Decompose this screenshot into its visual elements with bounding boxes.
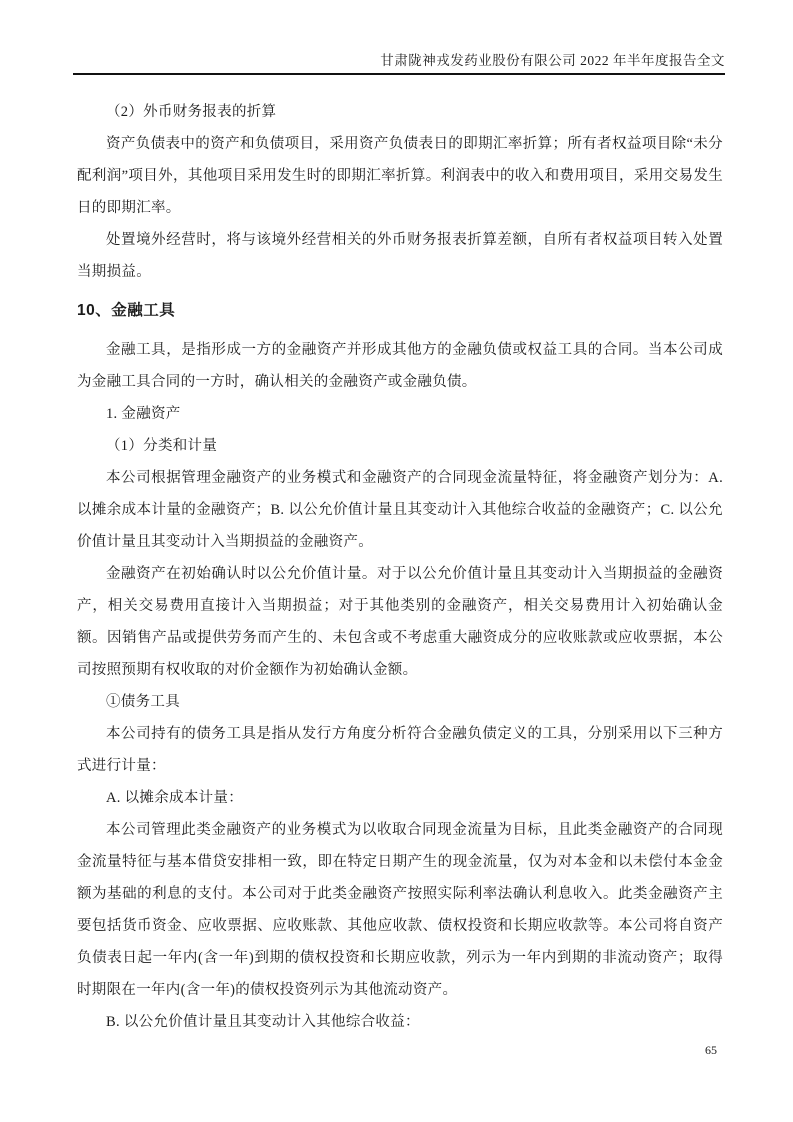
paragraph-financial-assets-subhead: 1. 金融资产 <box>106 406 181 422</box>
paragraph-amortized-cost-detail: 本公司管理此类金融资产的业务模式为以收取合同现金流量为目标，且此类金融资产的合同现金流量特征与基本借贷安排相一致，即在特定日期产生的现金流量，仅为对本金和以未偿付本金金额为基础的利息的支付。本公司对于此类金融资产按照实际利率法确认利息收入。此类金融资产主要包括货币资金、应收票据、应收账款、其他应收款、债权投资和长期应收款等。本公司将自资产负债表日起一年内(含一年)到期的债权投资和长期应收款，列示为一年内到期的非流动资产；取得时期限在一年内(含一年)的债权投资列示为其他流动资产。 <box>77 822 723 998</box>
paragraph-foreign-currency-translation-subhead: （2）外币财务报表的折算 <box>106 104 277 120</box>
paragraph-debt-instruments-subhead: ①债务工具 <box>106 694 180 710</box>
paragraph-asset-classification: 本公司根据管理金融资产的业务模式和金融资产的合同现金流量特征，将金融资产划分为：A. 以摊余成本计量的金融资产；B. 以公允价值计量且其变动计入其他综合收益的金融资产；C. 以公允价值计量且其变动计入当期损益的金融资产。 <box>77 470 723 550</box>
header-title: 甘肃陇神戎发药业股份有限公司 2022 年半年度报告全文 <box>380 53 725 68</box>
paragraph-initial-recognition: 金融资产在初始确认时以公允价值计量。对于以公允价值计量且其变动计入当期损益的金融资产，相关交易费用直接计入当期损益；对于其他类别的金融资产，相关交易费用计入初始确认金额。因销售产品或提供劳务而产生的、未包含或不考虑重大融资成分的应收账款或应收票据，本公司按照预期有权收取的对价金额作为初始确认金额。 <box>77 566 723 678</box>
section-heading-financial-instruments: 10、金融工具 <box>77 302 176 319</box>
page-number-value: 65 <box>705 1043 717 1057</box>
paragraph-balance-sheet-translation: 资产负债表中的资产和负债项目，采用资产负债表日的即期汇率折算；所有者权益项目除“未分配利润”项目外，其他项目采用发生时的即期汇率折算。利润表中的收入和费用项目，采用交易发生日的即期汇率。 <box>77 136 723 216</box>
document-body <box>77 78 723 1038</box>
paragraph-classification-measurement-subhead: （1）分类和计量 <box>106 438 218 454</box>
paragraph-disposal-overseas-operations: 处置境外经营时，将与该境外经营相关的外币财务报表折算差额，自所有者权益项目转入处置当期损益。 <box>77 232 723 280</box>
paragraph-financial-instruments-definition: 金融工具，是指形成一方的金融资产并形成其他方的金融负债或权益工具的合同。当本公司成为金融工具合同的一方时，确认相关的金融资产或金融负债。 <box>77 342 723 390</box>
page-number <box>0 1042 717 1058</box>
paragraph-debt-instruments-definition: 本公司持有的债务工具是指从发行方角度分析符合金融负债定义的工具，分别采用以下三种方式进行计量： <box>77 726 723 774</box>
paragraph-fvoci-subhead: B. 以公允价值计量且其变动计入其他综合收益： <box>106 1014 420 1030</box>
page-header <box>73 0 725 75</box>
paragraph-amortized-cost-subhead: A. 以摊余成本计量： <box>106 790 244 806</box>
